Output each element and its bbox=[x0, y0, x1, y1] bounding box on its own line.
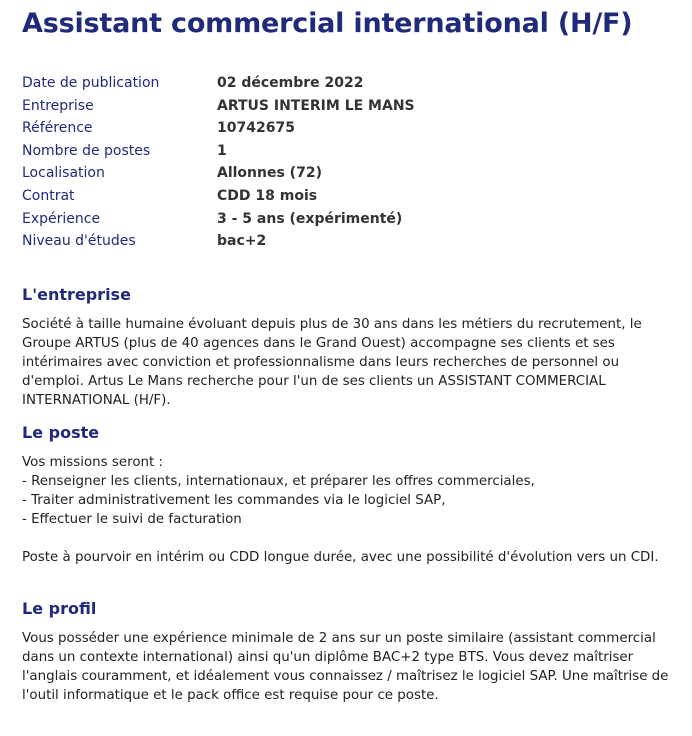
detail-label: Niveau d'études bbox=[22, 233, 136, 250]
detail-row-date bbox=[22, 72, 662, 95]
position-closing: Poste à pourvoir en intérim ou CDD longue durée, avec une possibilité d'évolution vers un CDI. bbox=[22, 550, 659, 565]
job-details bbox=[22, 72, 662, 253]
detail-label: Nombre de postes bbox=[22, 142, 151, 159]
company-heading: L'entreprise bbox=[22, 285, 131, 304]
detail-label: Expérience bbox=[22, 210, 101, 227]
detail-value: Allonnes (72) bbox=[217, 165, 322, 182]
mission-item: - Effectuer le suivi de facturation bbox=[22, 512, 242, 527]
detail-value: ARTUS INTERIM LE MANS bbox=[217, 97, 415, 114]
detail-value: 3 - 5 ans (expérimenté) bbox=[217, 210, 403, 227]
profile-heading: Le profil bbox=[22, 599, 97, 618]
mission-item: - Renseigner les clients, internationaux, et préparer les offres commerciales, bbox=[22, 474, 535, 489]
mission-item: - Traiter administrativement les commandes via le logiciel SAP, bbox=[22, 493, 446, 508]
profile-section bbox=[22, 598, 682, 705]
detail-label: Référence bbox=[22, 120, 93, 137]
detail-label: Localisation bbox=[22, 165, 105, 182]
position-heading: Le poste bbox=[22, 423, 100, 442]
detail-row-positions bbox=[22, 140, 662, 163]
detail-row-reference bbox=[22, 117, 662, 140]
detail-value: 02 décembre 2022 bbox=[217, 75, 364, 91]
page-title: Assistant commercial international (H/F) bbox=[22, 8, 633, 39]
detail-label: Contrat bbox=[22, 187, 75, 204]
detail-value: CDD 18 mois bbox=[217, 187, 318, 204]
detail-label: Entreprise bbox=[22, 97, 94, 114]
detail-row-contract bbox=[22, 185, 662, 208]
detail-value: 1 bbox=[217, 142, 227, 159]
detail-row-company bbox=[22, 95, 662, 118]
profile-description: Vous posséder une expérience minimale de 2 ans sur un poste similaire (assistant commercial dans un contexte international) ainsi qu'un diplôme BAC+2 type BTS. Vous devez maîtriser l'anglais couramment, et idéalement vous connaissez / maîtrisez le logiciel SAP. Une maîtrise de l'outil informatique et le pack office est requise pour ce poste. bbox=[22, 631, 669, 703]
detail-value: 10742675 bbox=[217, 120, 295, 137]
missions-intro: Vos missions seront : bbox=[22, 455, 164, 470]
company-section bbox=[22, 284, 682, 410]
detail-row-education bbox=[22, 230, 662, 253]
detail-value: bac+2 bbox=[217, 233, 267, 250]
detail-row-experience bbox=[22, 208, 662, 231]
detail-label: Date de publication bbox=[22, 75, 160, 91]
position-section bbox=[22, 422, 682, 567]
detail-row-location bbox=[22, 162, 662, 185]
company-description: Société à taille humaine évoluant depuis plus de 30 ans dans les métiers du recrutement, le Groupe ARTUS (plus de 40 agences dans le Grand Ouest) accompagne ses clients et ses intérimaires avec conviction et professionnalisme dans leurs recherches de personnel ou d'emploi. Artus Le Mans recherche pour l'un de ses clients un ASSISTANT COMMERCIAL INTERNATIONAL (H/F). bbox=[22, 317, 642, 408]
